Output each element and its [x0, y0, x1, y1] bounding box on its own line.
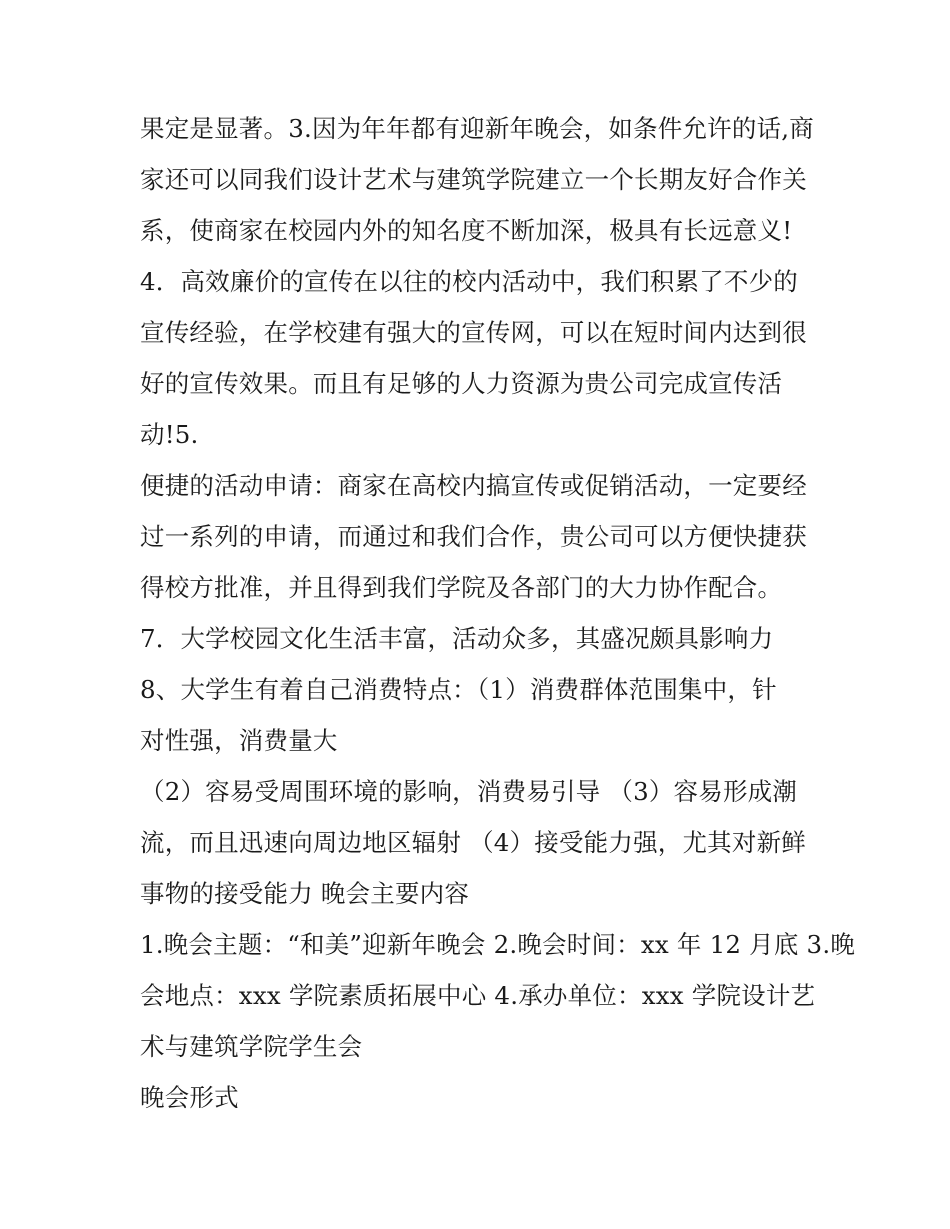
text-line: 8、大学生有着自己消费特点：（1）消费群体范围集中，针: [140, 675, 777, 704]
text-line: 1.晚会主题：“和美”迎新年晚会 2.晚会时间：xx 年 12 月底 3.晚: [140, 930, 856, 959]
document-body: [140, 103, 856, 1123]
text-line: 流，而且迅速向周边地区辐射 （4）接受能力强，尤其对新鲜: [140, 828, 806, 857]
text-line: 事物的接受能力 晚会主要内容: [140, 879, 470, 908]
text-line: 会地点：xxx 学院素质拓展中心 4.承办单位：xxx 学院设计艺: [140, 981, 816, 1010]
text-line: 得校方批准，并且得到我们学院及各部门的大力协作配合。: [140, 573, 783, 602]
text-line: 便捷的活动申请：商家在高校内搞宣传或促销活动，一定要经: [140, 471, 807, 500]
text-line: （2）容易受周围环境的影响，消费易引导 （3）容易形成潮: [140, 777, 798, 806]
text-line: 宣传经验，在学校建有强大的宣传网，可以在短时间内达到很: [140, 318, 807, 347]
text-line: 动!5.: [140, 420, 199, 449]
text-line: 过一系列的申请，而通过和我们合作，贵公司可以方便快捷获: [140, 522, 807, 551]
text-line: 家还可以同我们设计艺术与建筑学院建立一个长期友好合作关: [140, 165, 807, 194]
text-line: 好的宣传效果。而且有足够的人力资源为贵公司完成宣传活: [140, 369, 783, 398]
text-line: 4．高效廉价的宣传在以往的校内活动中，我们积累了不少的: [140, 267, 798, 296]
text-line: 对性强，消费量大: [140, 726, 338, 755]
text-line: 系，使商家在校园内外的知名度不断加深，极具有长远意义!: [140, 216, 793, 245]
text-line: 晚会形式: [140, 1083, 239, 1112]
text-line: 7．大学校园文化生活丰富，活动众多，其盛况颇具影响力: [140, 624, 774, 653]
text-line: 术与建筑学院学生会: [140, 1032, 363, 1061]
text-line: 果定是显著。3.因为年年都有迎新年晚会，如条件允许的话,商: [140, 114, 814, 143]
